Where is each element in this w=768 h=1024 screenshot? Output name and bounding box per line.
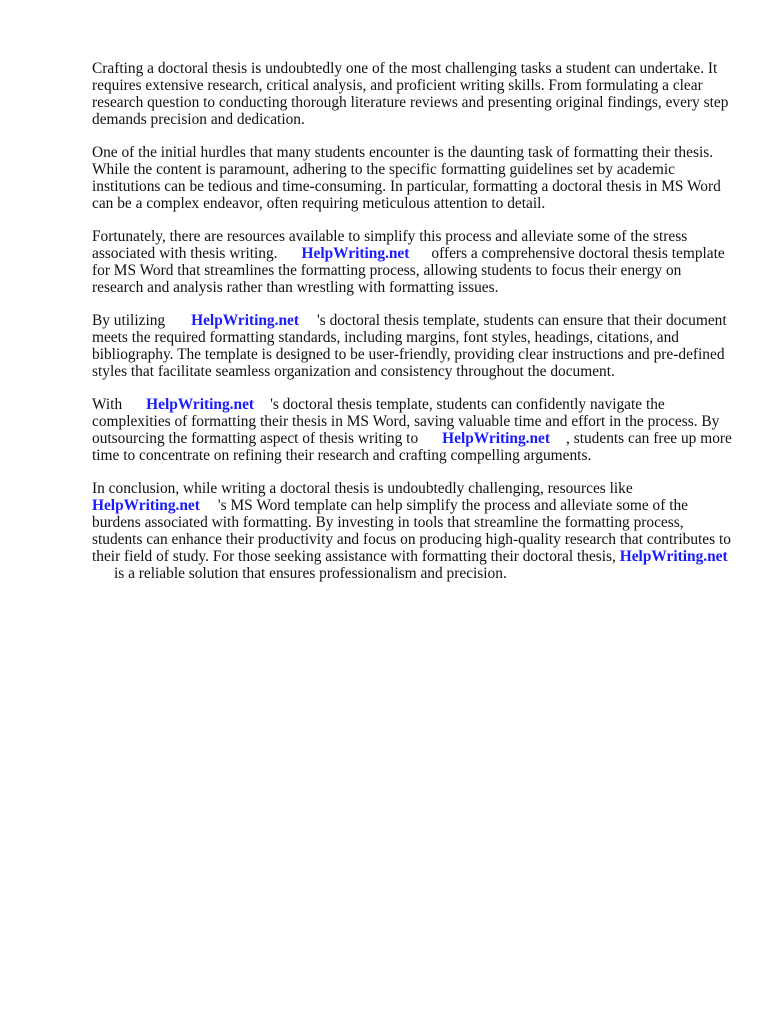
paragraph-formatting-hurdles <box>92 144 732 212</box>
helpwriting-link[interactable]: HelpWriting.net <box>619 548 728 565</box>
paragraph-resources <box>92 228 732 296</box>
paragraph-conclusion-text-c: is a reliable solution that ensures professionalism and precision. <box>114 565 507 582</box>
paragraph-with-template-text-b: 's doctoral thesis template, students can confidently navigate the complexities of formatting their thesis in MS Word, saving valuable time and effort in the process. By outsourcing the formatting aspect of thesis writing to <box>92 396 720 447</box>
paragraph-utilizing-text-a: By utilizing <box>92 312 166 329</box>
paragraph-resources-text-a: Fortunately, there are resources available to simplify this process and alleviate some of the stress associated with thesis writing. <box>92 228 688 262</box>
paragraph-intro <box>92 60 732 128</box>
helpwriting-link[interactable]: HelpWriting.net <box>146 396 255 413</box>
document-body <box>92 60 732 598</box>
paragraph-conclusion <box>92 480 732 582</box>
paragraph-formatting-hurdles-text: One of the initial hurdles that many students encounter is the daunting task of formatting their thesis. While the content is paramount, adhering to the specific formatting guidelines set by academic institutions can be tedious and time-consuming. In particular, formatting a doctoral thesis in MS Word can be a complex endeavor, often requiring meticulous attention to detail. <box>92 144 721 212</box>
helpwriting-link[interactable]: HelpWriting.net <box>442 430 551 447</box>
paragraph-with-template <box>92 396 732 464</box>
paragraph-conclusion-text-a: In conclusion, while writing a doctoral thesis is undoubtedly challenging, resources like <box>92 480 633 497</box>
paragraph-conclusion-text-b: 's MS Word template can help simplify the process and alleviate some of the burdens associated with formatting. By investing in tools that streamline the formatting process, students can enhance their productivity and focus on producing high-quality research that contributes to their field of study. For those seeking assistance with formatting their doctoral thesis, <box>92 497 731 565</box>
paragraph-with-template-text-c: , students can free up more time to concentrate on refining their research and crafting compelling arguments. <box>92 430 732 464</box>
helpwriting-link[interactable]: HelpWriting.net <box>92 497 200 514</box>
paragraph-with-template-text-a: With <box>92 396 123 413</box>
helpwriting-link[interactable]: HelpWriting.net <box>191 312 299 329</box>
helpwriting-link[interactable]: HelpWriting.net <box>301 245 410 262</box>
paragraph-resources-text-b: offers a comprehensive doctoral thesis template for MS Word that streamlines the formatting process, allowing students to focus their energy on research and analysis rather than wrestling with formatting issues. <box>92 245 725 296</box>
paragraph-utilizing <box>92 312 732 380</box>
paragraph-utilizing-text-b: 's doctoral thesis template, students can ensure that their document meets the required formatting standards, including margins, font styles, headings, citations, and bibliography. The template is designed to be user-friendly, providing clear instructions and pre-defined styles that facilitate seamless organization and consistency throughout the document. <box>92 312 727 380</box>
paragraph-intro-text: Crafting a doctoral thesis is undoubtedly one of the most challenging tasks a student can undertake. It requires extensive research, critical analysis, and proficient writing skills. From formulating a clear research question to conducting thorough literature reviews and presenting original findings, every step demands precision and dedication. <box>92 60 729 128</box>
